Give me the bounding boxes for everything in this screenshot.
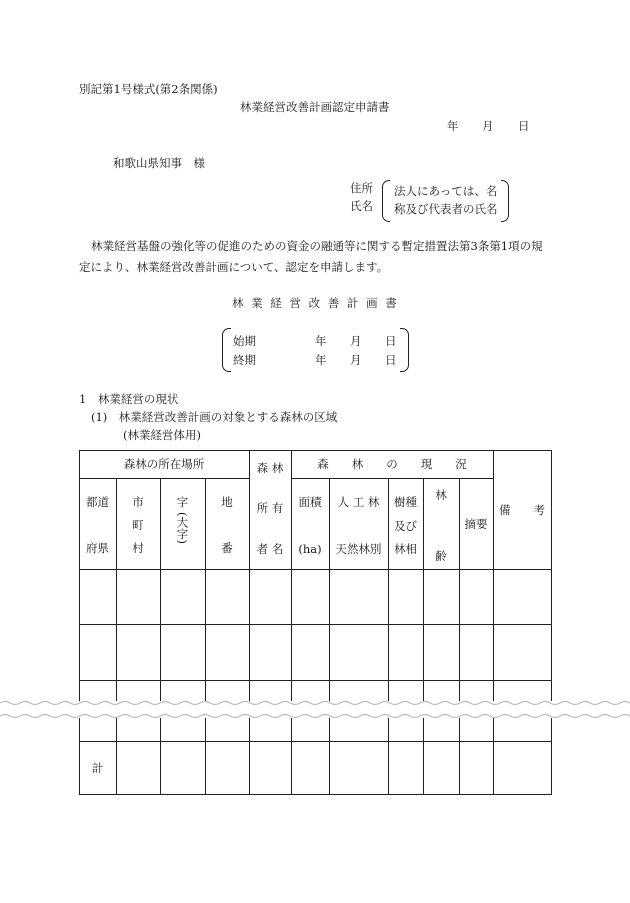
form-header: 別記第1号様式(第2条関係): [79, 82, 218, 96]
header-owner-bottom: 者 名: [256, 542, 284, 556]
applicant-bracket-right: [501, 180, 509, 222]
header-subrow-line-location: [79, 478, 249, 479]
header-city-1: 市: [132, 495, 144, 509]
header-chiban-top: 地: [221, 495, 233, 509]
col-line-age: [423, 478, 424, 795]
section-1-heading: 1 林業経営の現状: [79, 392, 179, 406]
period-start-label: 始期: [233, 334, 256, 348]
header-area-top: 面積: [298, 495, 322, 509]
header-location-group: 森林の所在場所: [123, 457, 205, 471]
plan-title: 林 業 経 営 改 善 計 画 書: [232, 296, 399, 310]
header-species-1: 樹種: [394, 495, 417, 509]
row-line-2: [79, 680, 552, 681]
row-line-total: [79, 741, 552, 742]
header-species-2: 及び: [394, 519, 417, 533]
period-start-year: 年: [315, 334, 327, 348]
header-prefecture-top: 都道: [86, 495, 109, 509]
subsection-1-note: (林業経営体用): [123, 428, 201, 442]
header-aza-top: 字: [176, 495, 189, 509]
header-city-3: 村: [132, 541, 144, 555]
col-line-owner: [249, 450, 250, 795]
period-bracket-left: [222, 328, 231, 372]
header-owner-mid: 所 有: [256, 501, 284, 515]
header-artificial-bottom: 天然林別: [335, 542, 382, 556]
table-border-top: [79, 450, 552, 451]
document-title: 林業経営改善計画認定申請書: [240, 100, 390, 114]
header-owner-top: 森 林: [256, 461, 284, 475]
col-line-artificial: [329, 478, 330, 795]
applicant-note-line1: 法人にあっては、名: [394, 184, 498, 198]
header-city-2: 町: [132, 518, 144, 532]
period-bracket-right: [400, 328, 409, 372]
table-border-right: [551, 450, 552, 795]
header-species-3: 林相: [394, 542, 417, 556]
body-line2: 定により、林業経営改善計画について、認定を申請します。: [79, 260, 389, 274]
date-day: 日: [518, 119, 530, 133]
header-area-unit: (ha): [298, 542, 322, 556]
date-year: 年: [447, 119, 459, 133]
address-label: 住所: [350, 181, 373, 195]
header-aza-paren: (大字): [175, 512, 190, 544]
forest-area-table: [79, 450, 552, 795]
period-end-label: 終期: [233, 353, 256, 367]
period-end-day: 日: [385, 353, 397, 367]
subsection-1-heading: (1) 林業経営改善計画の対象とする森林の区域: [91, 410, 338, 424]
total-label: 計: [91, 761, 104, 775]
header-prefecture-bottom: 府県: [86, 541, 109, 555]
header-summary: 摘要: [464, 517, 488, 531]
header-remarks: 備 考: [499, 503, 545, 517]
col-line-chiban: [205, 478, 206, 795]
row-line-1: [79, 624, 552, 625]
table-border-bottom: [79, 794, 552, 795]
period-start-day: 日: [385, 334, 397, 348]
header-status-group: 森 林 の 現 況: [317, 457, 467, 471]
col-line-aza: [160, 478, 161, 795]
header-bottom-line: [79, 569, 552, 570]
body-line1: 林業経営基盤の強化等の促進のための資金の融通等に関する暫定措置法第3条第1項の規: [91, 239, 543, 253]
applicant-bracket-left: [382, 180, 390, 222]
period-start-month: 月: [350, 334, 362, 348]
header-chiban-bottom: 番: [221, 541, 233, 555]
header-subrow-line-status: [291, 478, 493, 479]
col-line-remarks: [493, 450, 494, 795]
addressee: 和歌山県知事 様: [113, 156, 205, 170]
applicant-note-line2: 称及び代表者の氏名: [394, 202, 498, 216]
header-artificial-top: 人 工 林: [337, 495, 380, 509]
period-end-year: 年: [315, 353, 327, 367]
table-break-mark: [0, 697, 630, 723]
period-end-month: 月: [350, 353, 362, 367]
name-label: 氏名: [350, 199, 373, 213]
date-month: 月: [482, 119, 494, 133]
header-age-top: 林: [435, 488, 447, 502]
header-age-bottom: 齢: [435, 549, 447, 563]
